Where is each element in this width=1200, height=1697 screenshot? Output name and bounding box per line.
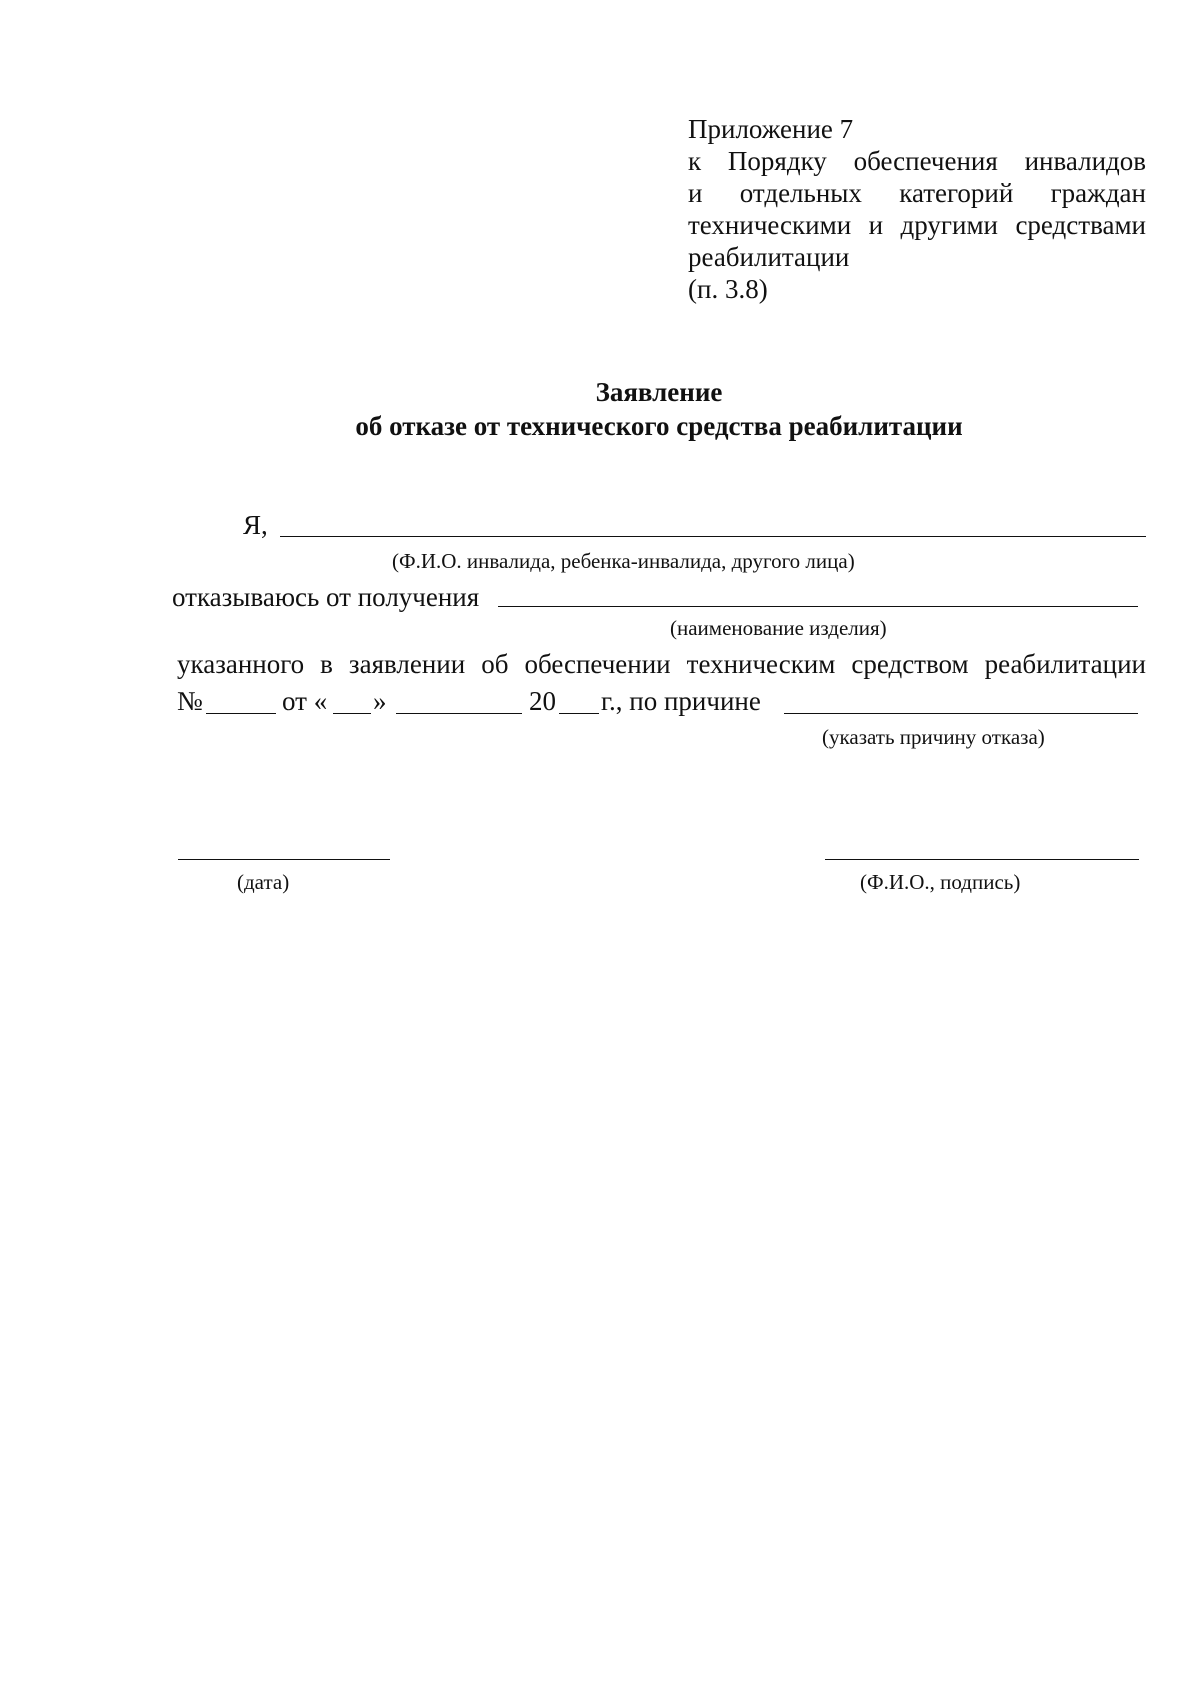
appendix-line-5: реабилитации (688, 242, 850, 272)
application-number-line[interactable] (206, 713, 276, 714)
day-input-line[interactable] (333, 713, 371, 714)
date-caption: (дата) (237, 870, 290, 894)
fio-input-line[interactable] (280, 536, 1146, 537)
signature-input-line[interactable] (825, 859, 1139, 860)
reason-caption: (указать причину отказа) (822, 725, 1045, 749)
appendix-number: Приложение 7 (688, 114, 854, 144)
year-input-line[interactable] (559, 713, 599, 714)
month-input-line[interactable] (396, 713, 522, 714)
document-subtitle: об отказе от технического средства реабилитации (355, 411, 963, 441)
reason-input-line[interactable] (784, 713, 1138, 714)
appendix-line-3: и отдельных категорий граждан (688, 178, 1146, 208)
signature-caption: (Ф.И.О., подпись) (860, 870, 1021, 894)
item-caption: (наименование изделия) (670, 616, 887, 640)
reason-label: г., по причине (601, 686, 761, 716)
refuse-label: отказываюсь от получения (172, 582, 480, 612)
i-label: Я, (243, 510, 268, 540)
item-input-line[interactable] (498, 606, 1138, 607)
fio-caption: (Ф.И.О. инвалида, ребенка-инвалида, другого лица) (392, 549, 855, 573)
appendix-line-2: к Порядку обеспечения инвалидов (688, 146, 1146, 176)
year-prefix: 20 (529, 686, 556, 716)
appendix-block (688, 113, 1146, 305)
quote-close: » (373, 686, 387, 716)
appendix-clause: (п. 3.8) (688, 274, 768, 304)
number-sign: № (177, 686, 203, 716)
document-title: Заявление (595, 377, 723, 407)
specified-text: указанного в заявлении об обеспечении техническим средством реабилитации (177, 649, 1146, 679)
date-input-line[interactable] (178, 859, 390, 860)
from-label: от « (282, 686, 328, 716)
appendix-line-4: техническими и другими средствами (688, 210, 1146, 240)
